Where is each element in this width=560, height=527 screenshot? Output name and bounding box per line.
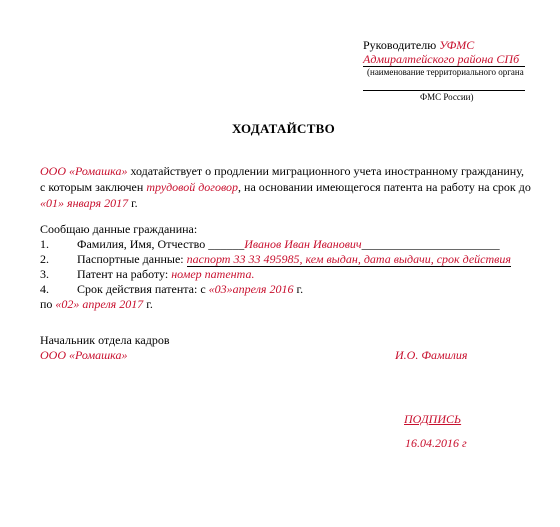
citizen-item-label: Срок действия патента: с bbox=[77, 282, 209, 296]
citizen-passport: паспорт 33 33 495985, кем выдан, дата выдачи, срок действия bbox=[186, 252, 511, 266]
patent-valid-from: «03»апреля 2016 bbox=[208, 282, 294, 296]
po-suffix: г. bbox=[143, 297, 153, 311]
addressee-authority: УФМС bbox=[439, 38, 475, 52]
signature-date: 16.04.2016 г bbox=[405, 436, 467, 450]
citizen-item-num: 2. bbox=[40, 252, 49, 266]
petition-org: ООО «Ромашка» bbox=[40, 164, 128, 178]
signer-name: И.О. Фамилия bbox=[395, 348, 468, 362]
petition-date-to: «01» января 2017 bbox=[40, 196, 129, 210]
signer-org: ООО «Ромашка» bbox=[40, 348, 128, 362]
petition-text-2a: с которым заключен bbox=[40, 180, 147, 194]
addressee-underline-2 bbox=[363, 90, 525, 91]
petition-text-3: г. bbox=[128, 196, 138, 210]
petition-text-2b: , на основании имеющегося патента на работу на срок до bbox=[238, 180, 531, 194]
addressee-prefix: Руководителю bbox=[363, 38, 440, 52]
addressee-line-1 bbox=[363, 38, 474, 53]
petition-text-1: ходатайствует о продлении миграционного учета иностранному гражданину, bbox=[127, 164, 525, 178]
citizen-item-label: Паспортные данные: bbox=[77, 252, 187, 266]
petition-line-3 bbox=[40, 196, 138, 211]
patent-valid-to: «02» апреля 2017 bbox=[55, 297, 144, 311]
signature-placeholder: ПОДПИСЬ bbox=[404, 412, 462, 426]
citizen-item-label: Фамилия, Имя, Отчество ______ bbox=[77, 237, 245, 251]
addressee-caption-1: (наименование территориального органа bbox=[367, 67, 524, 77]
citizen-item-tail: _______________________ bbox=[361, 237, 500, 251]
document-title: ХОДАТАЙСТВО bbox=[232, 121, 336, 136]
citizen-item-num: 4. bbox=[40, 282, 49, 296]
po-prefix: по bbox=[40, 297, 56, 311]
petition-line-1 bbox=[40, 164, 524, 179]
citizen-patent: номер патента. bbox=[171, 267, 255, 281]
citizen-item-num: 3. bbox=[40, 267, 49, 281]
citizen-item-3 bbox=[40, 267, 254, 282]
addressee-district: Адмиралтейского района СПб bbox=[363, 52, 520, 66]
petition-contract: трудовой договор bbox=[146, 180, 239, 194]
citizen-item-4 bbox=[40, 282, 303, 297]
citizen-intro: Сообщаю данные гражданина: bbox=[40, 222, 198, 236]
patent-valid-to-line bbox=[40, 297, 153, 312]
addressee-caption-2: ФМС России) bbox=[420, 92, 474, 102]
citizen-item-num: 1. bbox=[40, 237, 49, 251]
petition-line-2 bbox=[40, 180, 531, 195]
citizen-item-2 bbox=[40, 252, 511, 267]
citizen-item-1 bbox=[40, 237, 500, 252]
citizen-item-label: Патент на работу: bbox=[77, 267, 172, 281]
signer-position: Начальник отдела кадров bbox=[40, 333, 170, 347]
citizen-fullname: Иванов Иван Иванович bbox=[244, 237, 362, 251]
citizen-item-tail: г. bbox=[293, 282, 304, 296]
